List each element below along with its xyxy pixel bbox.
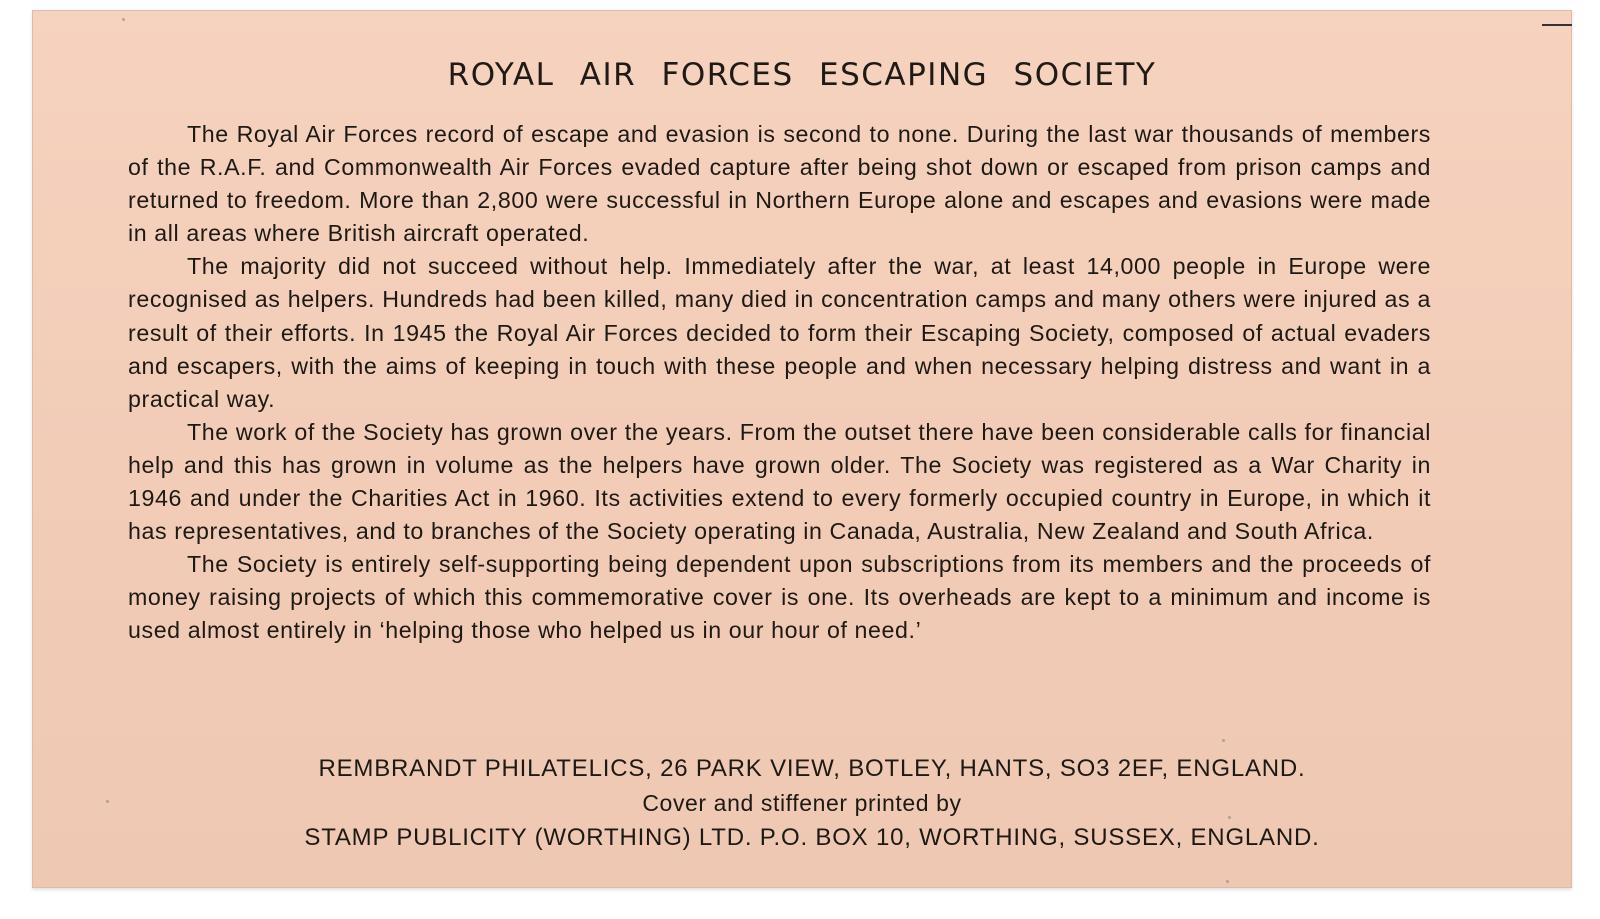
printed-card [32,10,1572,888]
card-title: ROYAL AIR FORCES ESCAPING SOCIETY [447,57,1157,93]
paragraph-helpers: The majority did not succeed without help. Immediately after the war, at least 14,000 people in Europe were recognised as helpers. Hundreds had been killed, many died in concentration camps and many others were injured as a result of their efforts. In 1945 the Royal Air Forces decided to form their Escaping Society, composed of actual evaders and escapers, with the aims of keeping in touch with these people and when necessary helping distress and want in a practical way. [128,253,1431,412]
paragraph-escape-record: The Royal Air Forces record of escape and evasion is second to none. During the last war thousands of members of the R.A.F. and Commonwealth Air Forces evaded capture after being shot down or escaped from prison camps and returned to freedom. More than 2,800 were successful in Northern Europe alone and escapes and evasions were made in all areas where British aircraft operated. [128,121,1431,247]
card-body [128,118,1431,648]
paper-speck [106,800,109,803]
paper-speck [122,18,125,21]
printer-address: STAMP PUBLICITY (WORTHING) LTD. P.O. BOX 10, WORTHING, SUSSEX, ENGLAND. [304,824,1320,851]
publisher-address: REMBRANDT PHILATELICS, 26 PARK VIEW, BOTLEY, HANTS, SO3 2EF, ENGLAND. [318,755,1306,782]
card-footer [32,751,1572,856]
paragraph-society-work: The work of the Society has grown over the years. From the outset there have been considerable calls for financial help and this has grown in volume as the helpers have grown older. The Society was registered as a War Charity in 1946 and under the Charities Act in 1960. Its activities extend to every formerly occupied country in Europe, in which it has representatives, and to branches of the Society operating in Canada, Australia, New Zealand and South Africa. [128,418,1431,545]
paper-speck [1228,816,1231,819]
paragraph-self-supporting: The Society is entirely self-supporting being dependent upon subscriptions from its members and the proceeds of money raising projects of which this commemorative cover is one. Its overheads are kept to a minimum and income is used almost entirely in ‘helping those who helped us in our hour of need.’ [128,551,1431,644]
paper-speck [1226,880,1229,883]
edge-mark [1542,24,1572,26]
printed-by-label: Cover and stiffener printed by [642,790,962,816]
paper-speck [1222,739,1225,742]
